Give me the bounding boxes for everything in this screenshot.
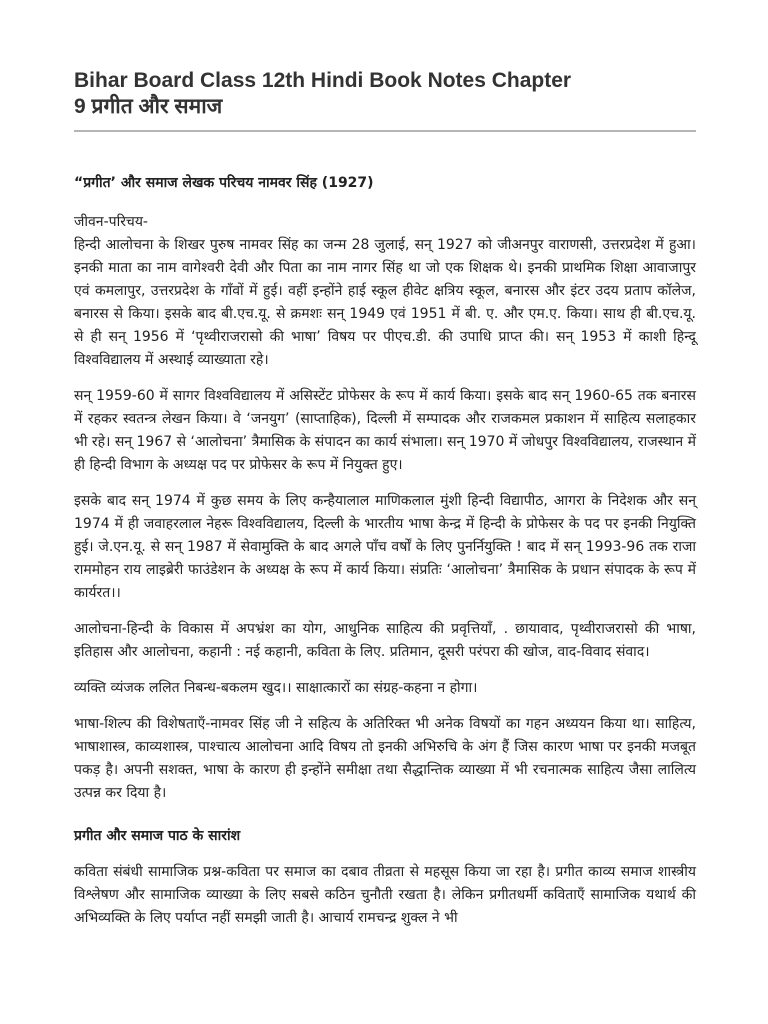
page-title [74,68,696,120]
section-heading-summary: प्रगीत और समाज पाठ के सारांश [74,828,241,844]
page-title-line-1: Bihar Board Class 12th Hindi Book Notes Chapter [74,69,572,92]
paragraph-works-criticism: आलोचना-हिन्दी के विकास में अपभ्रंश का योग, आधुनिक साहित्य की प्रवृत्तियाँ, . छायावाद, पृथ्वीराजरासो की भाषा, इतिहास और आलोचना, कहानी : नई कहानी, कविता के लिए. प्रतिमान, दूसरी परंपरा की खोज, वाद-विवाद संवाद। [74,621,696,660]
paragraph-language-style: भाषा-शिल्प की विशेषताएँ-नामवर सिंह जी ने सहित्य के अतिरिक्त भी अनेक विषयों का गहन अध्ययन किया था। साहित्य, भाषाशास्त्र, काव्यशास्त्र, पाश्चात्य आलोचना आदि विषय तो इनकी अभिरुचि के अंग हैं जिस कारण भाषा पर इनकी मजबूत पकड़ है। अपनी सशक्त, भाषा के कारण ही इन्होंने समीक्षा तथा सैद्धान्तिक व्याख्या में भी रचनात्मक साहित्य जैसा लालित्य उत्पन्न कर दिया है। [74,716,696,801]
paragraph-works-essays: व्यक्ति व्यंजक ललित निबन्ध-बकलम खुद।। साक्षात्कारों का संग्रह-कहना न होगा। [74,680,478,696]
paragraph-biography-2: सन् 1959-60 में सागर विश्वविद्यालय में असिस्टेंट प्रोफेसर के रूप में कार्य किया। इसके बाद सन् 1960-65 तक बनारस में रहकर स्वतन्त्र लेखन किया। वे ‘जनयुग’ (साप्ताहिक), दिल्ली में सम्पादक और राजकमल प्रकाशन में साहित्य सलाहकार भी रहे। सन् 1967 से ‘आलोचना’ त्रैमासिक के संपादन का कार्य संभाला। सन् 1970 में जोधपुर विश्वविद्यालय, राजस्थान में ही हिन्दी विभाग के अध्यक्ष पद पर प्रोफेसर के रूप में नियुक्त हुए। [74,388,696,473]
title-divider [74,130,696,132]
article [74,68,696,930]
section-heading-author-intro: “प्रगीत’ और समाज लेखक परिचय नामवर सिंह (1927) [74,175,374,191]
paragraph-biography-3: इसके बाद सन् 1974 में कुछ समय के लिए कन्हैयालाल माणिकलाल मुंशी हिन्दी विद्यापीठ, आगरा के निदेशक और सन् 1974 में ही जवाहरलाल नेहरू विश्वविद्यालय, दिल्ली के भारतीय भाषा केन्द्र में हिन्दी के प्रोफेसर के पद पर इनकी नियुक्ति हुई। जे.एन.यू. से सन् 1987 में सेवामुक्ति के बाद अगले पाँच वर्षों के लिए पुनर्नियुक्ति ! बाद में सन् 1993-96 तक राजा राममोहन राय लाइब्रेरी फाउंडेशन के अध्यक्ष के रूप में कार्य किया। संप्रतिः ‘आलोचना’ त्रैमासिक के प्रधान संपादक के रूप में कार्यरत।। [74,493,696,601]
subheading-biography: जीवन-परिचय- [74,214,148,230]
page-title-line-2: 9 प्रगीत और समाज [74,95,223,118]
paragraph-summary-1: कविता संबंधी सामाजिक प्रश्न-कविता पर समाज का दबाव तीव्रता से महसूस किया जा रहा है। प्रगीत काव्य समाज शास्त्रीय विश्लेषण और सामाजिक व्याख्या के लिए सबसे कठिन चुनौती रखता है। लेकिन प्रगीतधर्मी कविताएँ सामाजिक यथार्थ की अभिव्यक्ति के लिए पर्याप्त नहीं समझी जाती है। आचार्य रामचन्द्र शुक्ल ने भी [74,864,696,926]
paragraph-biography-1: हिन्दी आलोचना के शिखर पुरुष नामवर सिंह का जन्म 28 जुलाई, सन् 1927 को जीअनपुर वाराणसी, उत्तरप्रदेश में हुआ। इनकी माता का नाम वागेश्वरी देवी और पिता का नाम नागर सिंह था जो एक शिक्षक थे। इनकी प्राथमिक शिक्षा आवाजापुर एवं कमलापुर, उत्तरप्रदेश के गाँवों में हुई। वहीं इन्होंने हाई स्कूल हीवेट क्षत्रिय स्कूल, बनारस और इंटर उदय प्रताप कॉलेज, बनारस से किया। इसके बाद बी.एच.यू. से क्रमशः सन् 1949 एवं 1951 में बी. ए. और एम.ए. किया। साथ ही बी.एच.यू. से ही सन् 1956 में ‘पृथ्वीराजरासो की भाषा’ विषय पर पीएच.डी. की उपाधि प्राप्त की। सन् 1953 में काशी हिन्दू विश्वविद्यालय में अस्थाई व्याख्याता रहे। [74,237,696,368]
